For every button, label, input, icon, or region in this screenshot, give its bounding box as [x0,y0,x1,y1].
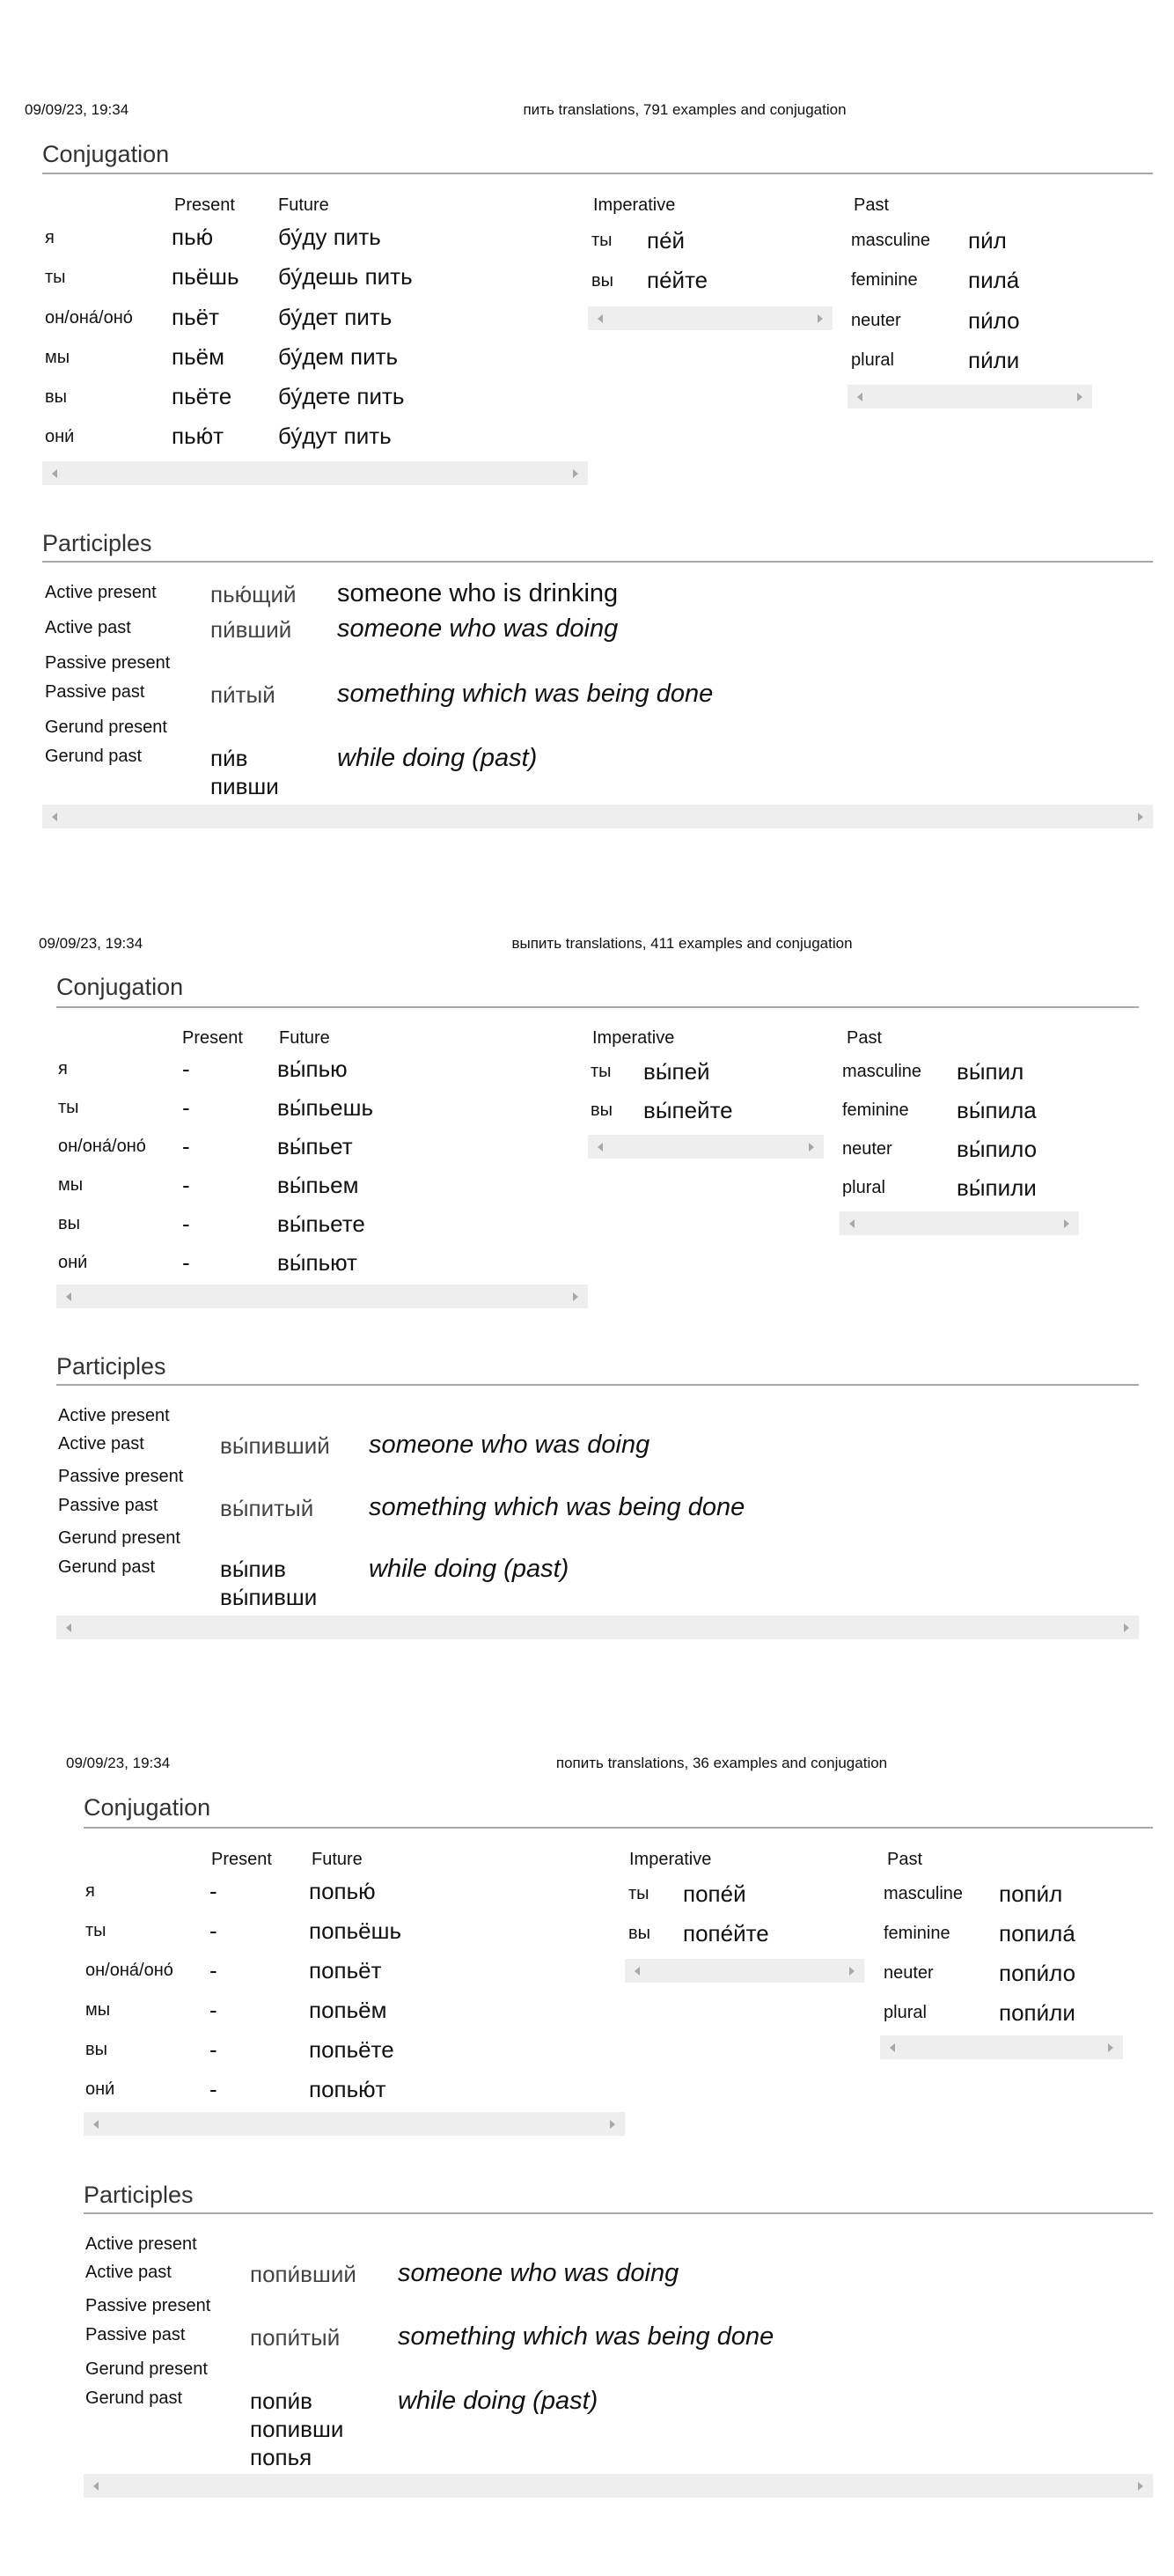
imperative-form: попе́й [683,1880,746,1907]
header-future: Future [279,1028,330,1048]
present-form: пьёте [172,383,232,409]
participles-heading: Participles [56,1353,166,1380]
scroll-left-icon[interactable] [52,813,57,821]
pronoun-label: ты [58,1098,79,1117]
participle-meaning: someone who is drinking [337,579,619,607]
print-timestamp: 09/09/23, 19:34 [66,1755,171,1771]
participles-heading: Participles [42,530,152,556]
participle-label: Passive past [45,682,145,702]
present-form: - [209,2036,217,2063]
past-form: попи́л [999,1880,1063,1907]
header-past: Past [887,1850,923,1869]
past-form: попи́ло [999,1960,1076,1986]
past-label: masculine [884,1884,964,1903]
imperative-form: вы́пей [643,1058,710,1085]
past-label: feminine [842,1100,909,1120]
imperative-form: пе́й [647,227,686,254]
participle-form: попья [250,2444,312,2470]
present-form: - [182,1211,190,1237]
past-label: plural [842,1178,885,1197]
participle-label: Gerund present [58,1528,180,1548]
past-form: вы́пила [957,1097,1037,1123]
participle-meaning: someone who was doing [369,1431,650,1459]
conjugation-scrollbar[interactable] [84,2112,625,2136]
participle-label: Gerund past [58,1557,156,1577]
header-present: Present [174,195,235,215]
future-form: попью́ [309,1878,376,1904]
past-form: пила́ [968,267,1020,293]
imperative-form: пе́йте [647,267,708,293]
imperative-scrollbar[interactable] [625,1959,864,1983]
future-form: бу́дем пить [278,343,399,370]
past-label: plural [851,350,894,370]
participle-meaning: while doing (past) [337,744,538,772]
future-form: бу́дут пить [278,423,392,449]
pronoun-label: ты [85,1921,106,1940]
header-imperative: Imperative [592,1028,675,1048]
scroll-right-icon[interactable] [1138,813,1143,821]
pronoun-label: они́ [85,2079,115,2099]
imperative-pronoun: вы [591,271,613,291]
participle-label: Active past [45,618,131,637]
present-form: пьёшь [172,263,239,290]
future-form: бу́дете пить [278,383,405,409]
participle-label: Active present [85,2234,197,2254]
imperative-pronoun: ты [591,1062,612,1081]
print-timestamp: 09/09/23, 19:34 [25,101,129,118]
pronoun-label: они́ [45,427,75,446]
participle-form: вы́питый [220,1495,314,1521]
participles-divider [42,561,1153,563]
conjugation-divider [84,1827,1153,1829]
participles-divider [56,1384,1139,1386]
scroll-right-icon[interactable] [1138,2482,1143,2491]
participle-meaning: something which was being done [337,680,714,708]
pronoun-label: мы [85,2000,111,2020]
past-label: masculine [851,231,931,250]
imperative-form: вы́пейте [643,1097,733,1123]
print-title: попить translations, 36 examples and conjugation [555,1755,888,1771]
participle-label: Active past [58,1434,144,1454]
participle-form: пи́в [210,745,248,771]
present-form: - [209,1997,217,2023]
participle-meaning: something which was being done [398,2322,774,2351]
present-form: - [209,1917,217,1944]
print-title: выпить translations, 411 examples and conjugation [511,935,853,952]
participle-meaning: while doing (past) [369,1555,569,1583]
present-form: пью́т [172,423,224,449]
participle-label: Gerund present [85,2359,208,2379]
future-form: вы́пью [277,1056,348,1082]
imperative-scrollbar[interactable] [588,306,833,330]
scroll-left-icon[interactable] [66,1623,71,1632]
present-form: - [209,1957,217,1984]
imperative-scrollbar[interactable] [588,1135,824,1159]
scroll-right-icon[interactable] [573,1292,578,1301]
scroll-left-icon[interactable] [66,1292,71,1301]
participle-form: вы́пивши [220,1584,318,1610]
future-form: попьёте [309,2036,394,2063]
present-form: пьёт [172,304,219,330]
participle-form: пи́вший [210,616,292,643]
scroll-left-icon[interactable] [93,2120,99,2129]
scroll-left-icon[interactable] [849,1219,855,1228]
header-present: Present [182,1028,243,1048]
scroll-right-icon[interactable] [849,1967,855,1976]
future-form: вы́пьете [277,1211,365,1237]
scroll-right-icon[interactable] [573,469,578,478]
past-scrollbar[interactable] [847,385,1092,408]
print-title: пить translations, 791 examples and conjugation [523,101,847,118]
participle-label: Passive present [58,1467,184,1486]
pronoun-label: ты [45,268,66,287]
participles-scrollbar[interactable] [56,1616,1139,1639]
future-form: вы́пьет [277,1133,353,1159]
participle-form: пи́тый [210,681,275,708]
header-future: Future [312,1850,363,1869]
participles-divider [84,2212,1153,2214]
past-scrollbar[interactable] [880,2035,1123,2059]
participle-form: пью́щий [210,581,297,607]
conjugation-divider [56,1006,1139,1008]
header-past: Past [854,195,890,215]
future-form: бу́ду пить [278,224,381,250]
past-label: neuter [842,1139,892,1159]
participle-label: Gerund past [45,747,143,766]
past-form: пи́ло [968,307,1020,334]
participle-form: попи́вший [250,2261,356,2287]
participle-label: Passive past [85,2325,186,2344]
future-form: попьёшь [309,1917,402,1944]
present-form: - [182,1172,190,1198]
header-imperative: Imperative [593,195,676,215]
conjugation-divider [42,173,1153,174]
scroll-right-icon[interactable] [1124,1623,1129,1632]
scroll-left-icon[interactable] [598,1143,603,1152]
future-form: вы́пьют [277,1249,357,1276]
future-form: попьёт [309,1957,382,1984]
pronoun-label: вы [85,2040,107,2059]
participle-meaning: someone who was doing [398,2259,679,2287]
pronoun-label: он/она́/оно́ [45,308,133,328]
past-label: neuter [851,311,901,330]
participles-heading: Participles [84,2182,194,2208]
pronoun-label: я [58,1059,68,1078]
participles-scrollbar[interactable] [42,805,1153,828]
conjugation-heading: Conjugation [56,974,184,1000]
present-form: - [182,1249,190,1276]
participles-scrollbar[interactable] [84,2474,1153,2498]
participle-label: Gerund present [45,718,167,737]
participle-label: Active past [85,2263,172,2282]
past-form: попила́ [999,1920,1075,1947]
future-form: попьём [309,1997,387,2023]
imperative-pronoun: ты [628,1884,649,1903]
scroll-left-icon[interactable] [598,314,603,323]
past-form: пи́ли [968,347,1020,373]
conjugation-heading: Conjugation [42,141,170,167]
print-timestamp: 09/09/23, 19:34 [39,935,143,952]
participle-form: попи́в [250,2388,312,2414]
future-form: попью́т [309,2076,386,2102]
participle-form: вы́пивший [220,1432,330,1459]
future-form: бу́дешь пить [278,263,413,290]
participle-form: вы́пив [220,1556,286,1582]
pronoun-label: вы [45,387,67,407]
scroll-left-icon[interactable] [857,393,862,401]
pronoun-label: я [85,1881,95,1901]
participle-meaning: while doing (past) [398,2387,598,2415]
past-label: feminine [851,270,918,290]
participle-label: Active present [45,583,157,602]
participle-label: Passive present [85,2296,211,2315]
present-form: - [182,1056,190,1082]
scroll-right-icon[interactable] [1064,1219,1069,1228]
imperative-pronoun: вы [591,1100,613,1120]
present-form: пьём [172,343,224,370]
imperative-pronoun: вы [628,1924,650,1943]
scroll-right-icon[interactable] [1108,2043,1113,2052]
scroll-right-icon[interactable] [1077,393,1082,401]
participle-label: Gerund past [85,2388,183,2408]
future-form: вы́пьешь [277,1094,373,1121]
past-scrollbar[interactable] [840,1211,1079,1235]
scroll-right-icon[interactable] [818,314,823,323]
present-form: - [209,2076,217,2102]
participle-meaning: someone who was doing [337,615,619,643]
header-present: Present [211,1850,272,1869]
participle-meaning: something which was being done [369,1493,745,1521]
scroll-left-icon[interactable] [890,2043,895,2052]
participle-label: Passive past [58,1496,158,1515]
participle-form: пивши [210,773,279,799]
past-label: masculine [842,1062,922,1081]
imperative-form: попе́йте [683,1920,769,1947]
participle-label: Passive present [45,653,171,673]
imperative-pronoun: ты [591,231,613,250]
past-form: пи́л [968,227,1007,254]
past-form: вы́пило [957,1136,1038,1162]
scroll-right-icon[interactable] [809,1143,814,1152]
conjugation-scrollbar[interactable] [42,461,588,485]
scroll-left-icon[interactable] [635,1967,640,1976]
future-form: вы́пьем [277,1172,359,1198]
header-imperative: Imperative [629,1850,712,1869]
pronoun-label: я [45,228,55,247]
present-form: пью́ [172,224,214,250]
future-form: бу́дет пить [278,304,393,330]
scroll-right-icon[interactable] [610,2120,615,2129]
conjugation-heading: Conjugation [84,1794,211,1821]
pronoun-label: мы [58,1175,84,1195]
conjugation-scrollbar[interactable] [56,1284,588,1308]
participle-form: попи́тый [250,2324,341,2351]
past-form: вы́пил [957,1058,1024,1085]
header-future: Future [278,195,329,215]
present-form: - [209,1878,217,1904]
pronoun-label: он/она́/оно́ [85,1961,173,1980]
present-form: - [182,1094,190,1121]
scroll-left-icon[interactable] [93,2482,99,2491]
scroll-left-icon[interactable] [52,469,57,478]
participle-label: Active present [58,1406,170,1425]
past-label: neuter [884,1963,934,1983]
past-label: feminine [884,1924,950,1943]
header-past: Past [847,1028,883,1048]
pronoun-label: мы [45,348,70,367]
pronoun-label: они́ [58,1253,88,1272]
past-label: plural [884,2003,927,2022]
past-form: попи́ли [999,1999,1075,2026]
pronoun-label: вы [58,1214,80,1233]
present-form: - [182,1133,190,1159]
pronoun-label: он/она́/оно́ [58,1137,146,1156]
participle-form: попивши [250,2416,344,2442]
past-form: вы́пили [957,1174,1037,1201]
